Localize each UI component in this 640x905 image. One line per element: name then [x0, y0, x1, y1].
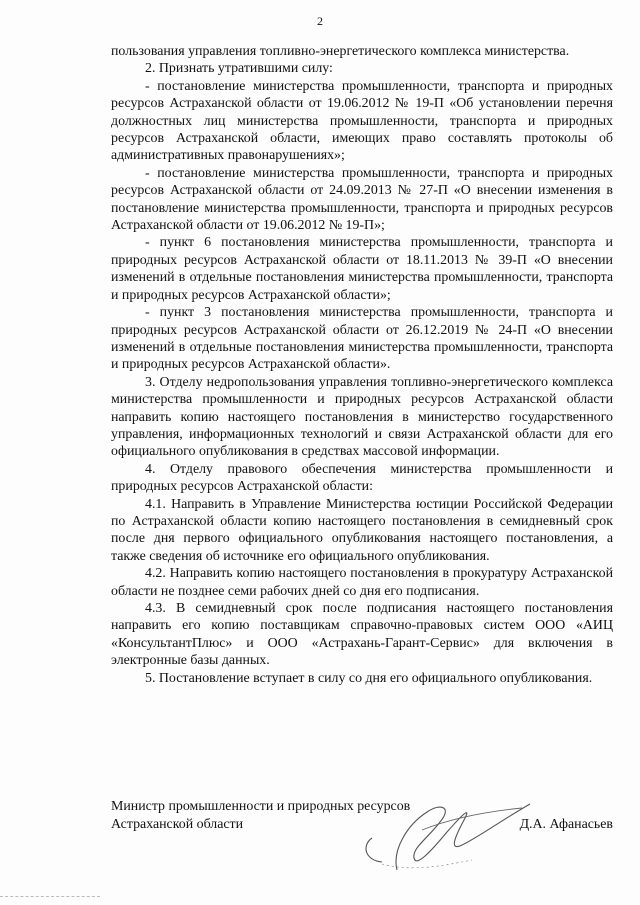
- document-body: [111, 43, 613, 687]
- paragraph-item-2: 2. Признать утратившими силу:: [145, 61, 333, 77]
- paragraph-repeal-2: - постановление министерства промышленности, транспорта и природных ресурсов Астраханской области от 24.09.2013 № 27-П «О внесении изменения в постановление министерства промышленности, транспорта и природных ресурсов Астраханской области от 19.06.2012 № 19-П»;: [111, 165, 613, 234]
- paragraph-item-4-3: 4.3. В семидневный срок после подписания настоящего постановления направить его копию поставщикам справочно-правовых систем ООО «АИЦ «КонсультантПлюс» и ООО «Астрахань-Гарант-Сервис» для включения в электронные базы данных.: [111, 601, 613, 669]
- signature-block: [111, 798, 613, 834]
- paragraph-item-3: 3. Отделу недропользования управления топливно-энергетического комплекса министерства промышленности и природных ресурсов Астраханской области направить копию настоящего постановления в министерство государственного управления, информационных технологий и связи Астраханской области для его официального опубликования в средствах массовой информации.: [111, 374, 613, 460]
- paragraph-item-5: 5. Постановление вступает в силу со дня его официального опубликования.: [145, 670, 593, 686]
- paragraph-repeal-3: - пункт 6 постановления министерства промышленности, транспорта и природных ресурсов Астраханской области от 18.11.2013 № 39-П «О внесении изменений в отдельные постановления министерства промышленности, транспорта и природных ресурсов Астраханской области»;: [111, 235, 613, 303]
- paragraph-item-4: 4. Отделу правового обеспечения министерства промышленности и природных ресурсов Астраханской области:: [111, 461, 613, 495]
- paragraph-repeal-4: - пункт 3 постановления министерства промышленности, транспорта и природных ресурсов Астраханской области от 26.12.2019 № 24-П «О внесении изменений в отдельные постановления министерства промышленности, транспорта и природных ресурсов Астраханской области».: [111, 305, 613, 373]
- paragraph-item-4-2: 4.2. Направить копию настоящего постановления в прокуратуру Астраханской области не позднее семи рабочих дней со дня его подписания.: [111, 566, 613, 599]
- signer-name: Д.А. Афанасьев: [519, 817, 613, 832]
- footer-rule: [0, 896, 100, 897]
- paragraph-continuation: пользования управления топливно-энергетического комплекса министерства.: [111, 44, 570, 59]
- signer-title: Министр промышленности и природных ресурсов Астраханской области: [111, 799, 411, 832]
- page-number: 2: [317, 14, 323, 28]
- paragraph-item-4-1: 4.1. Направить в Управление Министерства юстиции Российской Федерации по Астраханской области копию настоящего постановления в семидневный срок после дня первого официального опубликования настоящего постановления, а также сведения об источнике его официального опубликования.: [111, 496, 613, 564]
- paragraph-repeal-1: - постановление министерства промышленности, транспорта и природных ресурсов Астраханской области от 19.06.2012 № 19-П «Об установлении перечня должностных лиц министерства промышленности, транспорта и природных ресурсов Астраханской области, имеющих право составлять протоколы об административных правонарушениях»;: [111, 78, 613, 164]
